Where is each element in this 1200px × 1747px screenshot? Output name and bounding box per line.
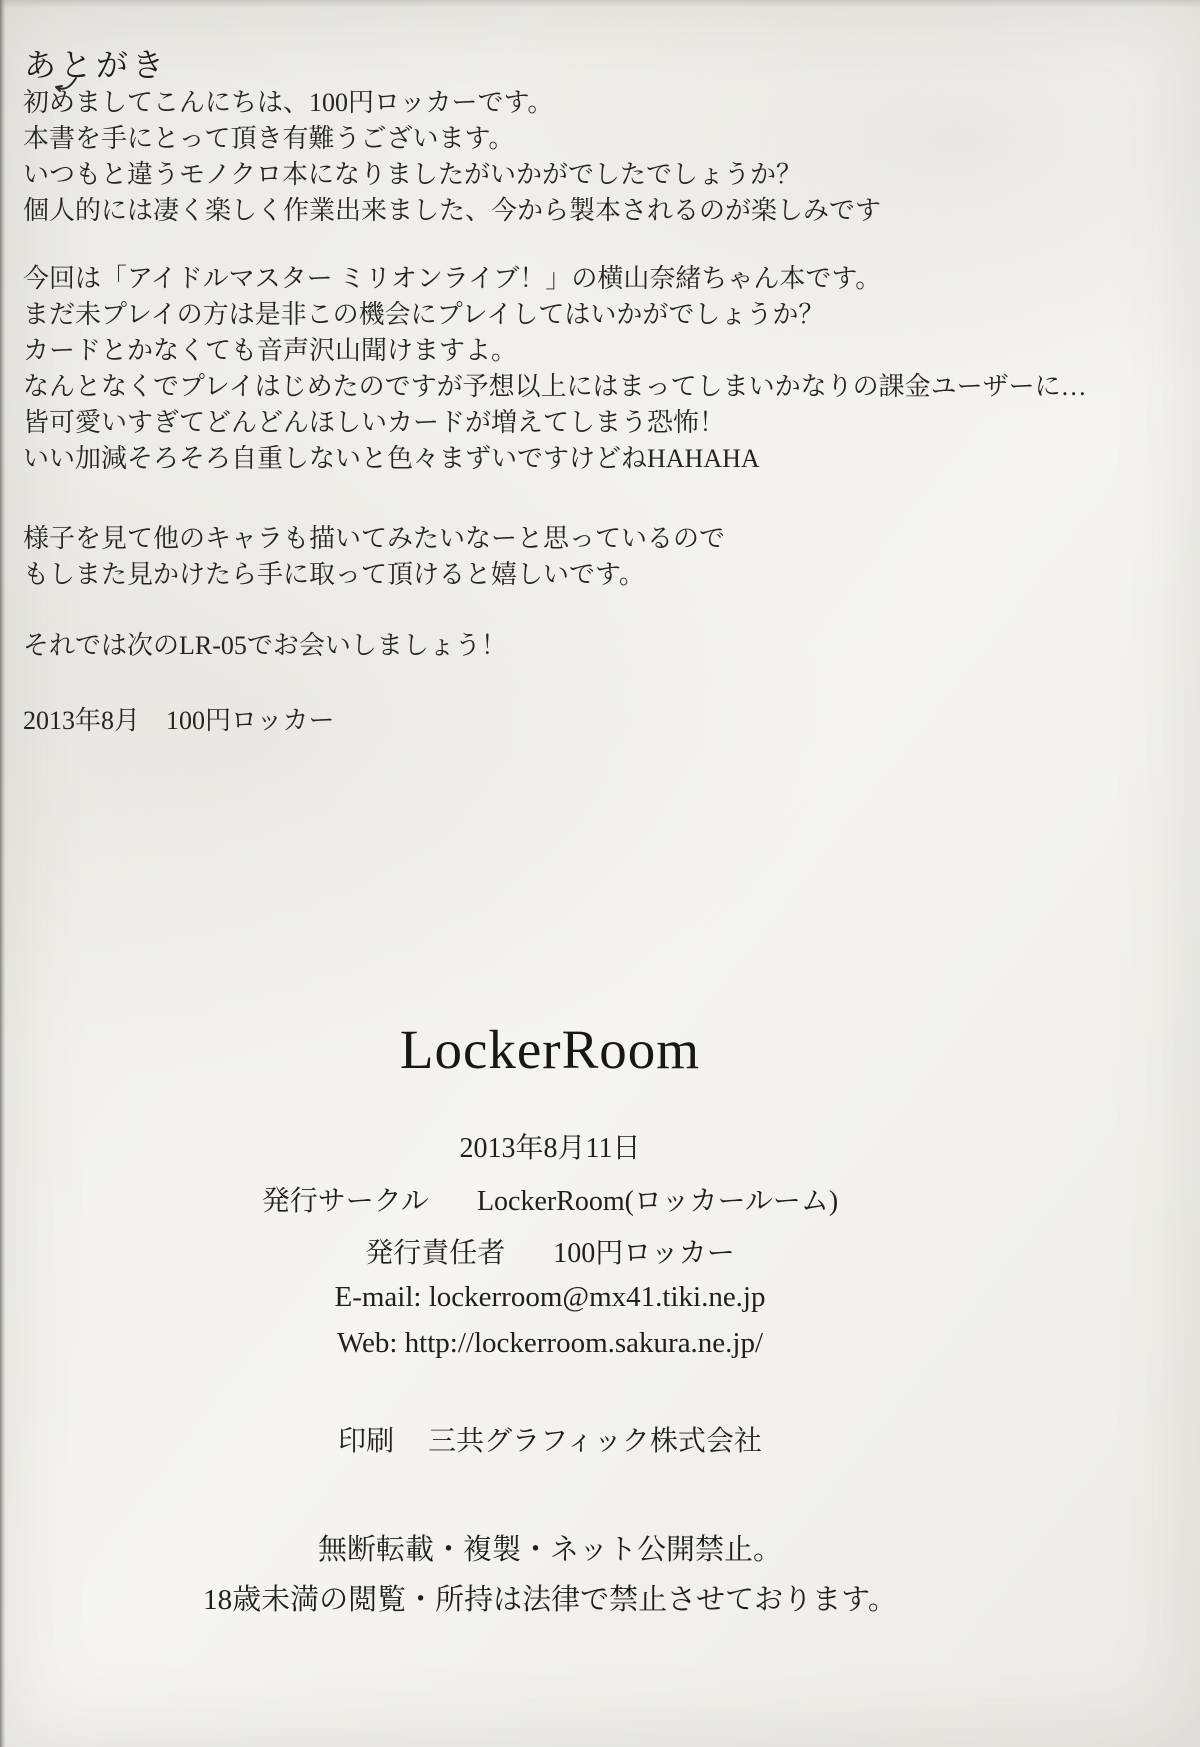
text-line: 2013年8月 100円ロッカー [23, 706, 335, 735]
paragraph-future [23, 521, 725, 593]
closing-line [23, 628, 507, 664]
email-row: E-mail: lockerroom@mx41.tiki.ne.jp [334, 1281, 766, 1313]
text-line: 初めましてこんにちは、100円ロッカーです。 [23, 88, 554, 117]
circle-label: 発行サークル [261, 1186, 429, 1217]
circle-title: LockerRoom [399, 1019, 701, 1080]
text-line: いつもと違うモノクロ本になりましたがいかがでしたでしょうか？ [23, 160, 802, 189]
text-line: まだ未プレイの方は是非この機会にプレイしてはいかがでしょうか？ [23, 300, 825, 329]
printer-row [10, 1419, 1090, 1459]
text-line: もしまた見かけたら手に取って頂けると嬉しいです。 [23, 560, 645, 589]
text-line: カードとかなくても音声沢山聞けますよ。 [23, 336, 518, 365]
paragraph-about-book [23, 261, 1087, 477]
text-line: それでは次のLR-05でお会いしましょう！ [23, 631, 507, 660]
publisher-name: 100円ロッカー [553, 1238, 735, 1269]
publication-date: 2013年8月11日 [459, 1133, 641, 1164]
circle-name: LockerRoom(ロッカールーム) [476, 1186, 839, 1217]
copyright-notice: 無断転載・複製・ネット公開禁止。 [317, 1534, 782, 1566]
text-line: なんとなくでプレイはじめたのですが予想以上にはまってしまいかなりの課金ユーザーに… [23, 372, 1087, 401]
age-restriction-notice: 18歳未満の閲覧・所持は法律で禁止させております。 [203, 1584, 897, 1616]
circle-row [10, 1179, 1090, 1219]
paragraph-intro [23, 85, 881, 229]
text-line: 今回は「アイドルマスター ミリオンライブ！」の横山奈緒ちゃん本です。 [23, 264, 882, 293]
printer-label: 印刷 [338, 1426, 395, 1457]
signoff-line [23, 703, 334, 739]
text-line: 皆可愛いすぎてどんどんほしいカードが増えてしまう恐怖！ [23, 408, 726, 437]
afterword-heading: あとがき [24, 47, 169, 83]
text-line: 個人的には凄く楽しく作業出来ました、今から製本されるのが楽しみです [23, 196, 882, 225]
scan-edge-top [0, 0, 1200, 8]
text-line: いい加減そろそろ自重しないと色々まずいですけどねHAHAHA [23, 444, 760, 473]
text-line: 様子を見て他のキャラも描いてみたいなーと思っているので [23, 524, 726, 553]
publisher-row [10, 1231, 1090, 1271]
scan-edge-left [0, 0, 6, 1747]
printer-name: 三共グラフィック株式会社 [428, 1426, 762, 1457]
publisher-label: 発行責任者 [365, 1238, 506, 1269]
text-line: 本書を手にとって頂き有難うございます。 [23, 124, 515, 153]
web-row: Web: http://lockerroom.sakura.ne.jp/ [336, 1327, 764, 1359]
